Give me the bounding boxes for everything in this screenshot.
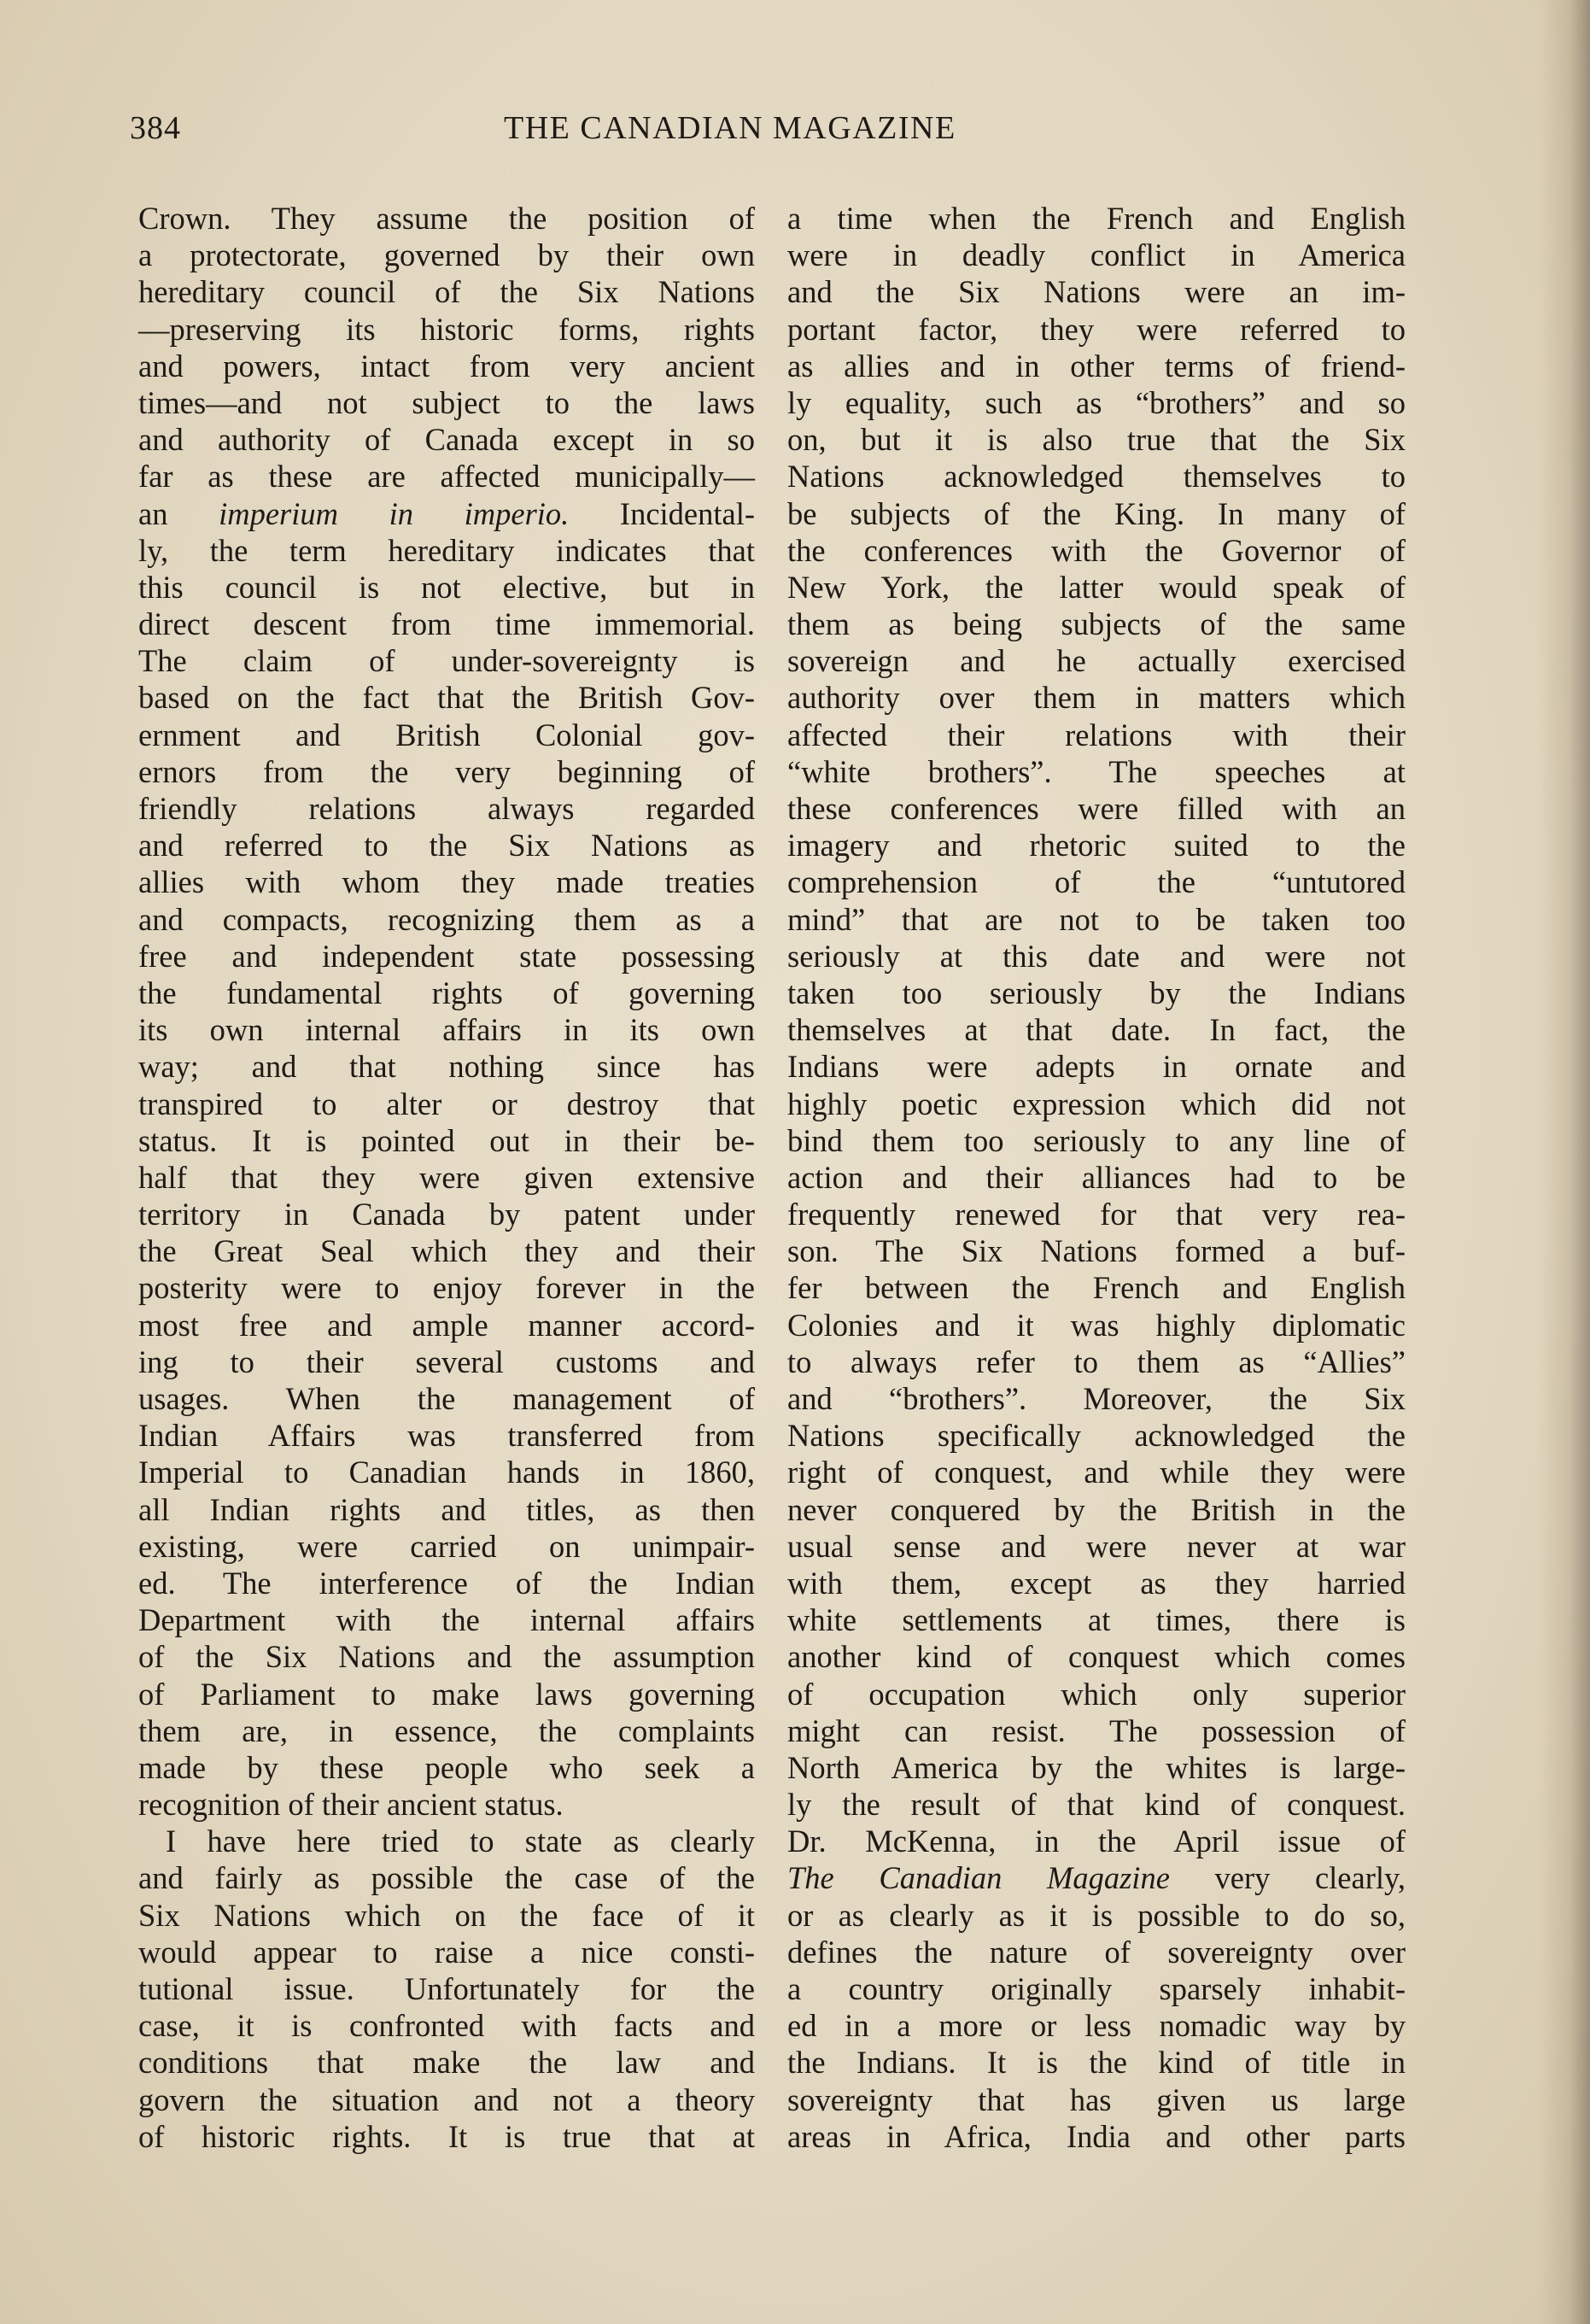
text-line: hereditary council of the Six Nations: [138, 274, 755, 310]
text-segment: Incidental-: [569, 495, 756, 531]
text-line: and “brothers”. Moreover, the Six: [787, 1381, 1406, 1416]
text-line: portant factor, they were referred to: [787, 311, 1406, 347]
text-line: ernment and British Colonial gov-: [138, 717, 755, 752]
text-line: Indian Affairs was transferred from: [138, 1418, 755, 1454]
text-line: Indians were adepts in ornate and: [787, 1049, 1406, 1085]
text-line: and fairly as possible the case of the: [138, 1860, 755, 1896]
text-line: never conquered by the British in the: [787, 1491, 1406, 1527]
text-line: New York, the latter would speak of: [787, 569, 1406, 605]
text-line: posterity were to enjoy forever in the: [138, 1270, 755, 1306]
text-line: govern the situation and not a theory: [138, 2081, 755, 2117]
text-line: Six Nations which on the face of it: [138, 1897, 755, 1933]
text-line: ly equality, such as “brothers” and so: [787, 384, 1406, 420]
text-line: [787, 1859, 1406, 1896]
text-line: and the Six Nations were an im-: [787, 274, 1406, 310]
text-line: allies with whom they made treaties: [138, 864, 755, 900]
text-line: its own internal affairs in its own: [138, 1012, 755, 1048]
right-column: [787, 200, 1406, 2155]
text-line: [138, 495, 755, 532]
text-line: The claim of under-sovereignty is: [138, 643, 755, 679]
text-line: most free and ample manner accord-: [138, 1307, 755, 1343]
text-line: territory in Canada by patent under: [138, 1197, 755, 1232]
text-line: tutional issue. Unfortunately for the: [138, 1971, 755, 2006]
text-line: the Indians. It is the kind of title in: [787, 2045, 1406, 2081]
text-line: to always refer to them as “Allies”: [787, 1343, 1406, 1379]
text-line: another kind of conquest which comes: [787, 1639, 1406, 1675]
text-line: and compacts, recognizing them as a: [138, 901, 755, 937]
text-line: ed. The interference of the Indian: [138, 1565, 755, 1601]
text-line: Colonies and it was highly diplomatic: [787, 1307, 1406, 1343]
text-line: half that they were given extensive: [138, 1159, 755, 1195]
text-line: this council is not elective, but in: [138, 569, 755, 605]
text-line: Nations acknowledged themselves to: [787, 459, 1406, 495]
text-line: Department with the internal affairs: [138, 1602, 755, 1638]
text-line: white settlements at times, there is: [787, 1602, 1406, 1638]
text-line: sovereign and he actually exercised: [787, 643, 1406, 679]
italic-text: imperium in imperio.: [219, 495, 570, 531]
text-line: case, it is confronted with facts and: [138, 2008, 755, 2044]
text-line: with them, except as they harried: [787, 1565, 1406, 1601]
text-line: status. It is pointed out in their be-: [138, 1122, 755, 1158]
text-line: made by these people who seek a: [138, 1749, 755, 1785]
italic-text: The Canadian Magazine: [787, 1860, 1170, 1896]
text-line: Crown. They assume the position of: [138, 201, 755, 236]
text-line: bind them too seriously to any line of: [787, 1122, 1406, 1158]
text-line: friendly relations always regarded: [138, 791, 755, 826]
text-line: Imperial to Canadian hands in 1860,: [138, 1455, 755, 1490]
text-line: mind” that are not to be taken too: [787, 901, 1406, 937]
text-line: seriously at this date and were not: [787, 938, 1406, 974]
text-line: defines the nature of sovereignty over: [787, 1934, 1406, 1970]
page-header: [130, 109, 1020, 161]
text-line: transpired to alter or destroy that: [138, 1086, 755, 1121]
text-line: would appear to raise a nice consti-: [138, 1934, 755, 1970]
text-line: as allies and in other terms of friend-: [787, 348, 1406, 383]
text-line: affected their relations with their: [787, 717, 1406, 752]
text-line: a protectorate, governed by their own: [138, 237, 755, 273]
text-line: ly, the term hereditary indicates that: [138, 532, 755, 568]
text-line: areas in Africa, India and other parts: [787, 2118, 1406, 2154]
text-line: them as being subjects of the same: [787, 606, 1406, 642]
text-line: the fundamental rights of governing: [138, 975, 755, 1010]
text-line: a country originally sparsely inhabit-: [787, 1971, 1406, 2006]
text-line: conditions that make the law and: [138, 2045, 755, 2081]
text-line: of occupation which only superior: [787, 1676, 1406, 1712]
text-line: were in deadly conflict in America: [787, 237, 1406, 273]
text-line: ing to their several customs and: [138, 1343, 755, 1379]
text-line: North America by the whites is large-: [787, 1749, 1406, 1785]
text-line: sovereignty that has given us large: [787, 2081, 1406, 2117]
text-line: usual sense and were never at war: [787, 1528, 1406, 1564]
text-line: on, but it is also true that the Six: [787, 422, 1406, 458]
text-line: existing, were carried on unimpair-: [138, 1528, 755, 1564]
text-line: ernors from the very beginning of: [138, 753, 755, 789]
text-line: a time when the French and English: [787, 201, 1406, 236]
text-line: and referred to the Six Nations as: [138, 828, 755, 863]
text-line: all Indian rights and titles, as then: [138, 1491, 755, 1527]
text-line: of historic rights. It is true that at: [138, 2118, 755, 2154]
text-line: taken too seriously by the Indians: [787, 975, 1406, 1010]
text-line: right of conquest, and while they were: [787, 1455, 1406, 1490]
text-line: “white brothers”. The speeches at: [787, 753, 1406, 789]
text-line: imagery and rhetoric suited to the: [787, 828, 1406, 863]
text-line: direct descent from time immemorial.: [138, 606, 755, 642]
text-line: Dr. McKenna, in the April issue of: [787, 1823, 1406, 1859]
text-line: the Great Seal which they and their: [138, 1233, 755, 1269]
text-line: authority over them in matters which: [787, 680, 1406, 716]
text-line: frequently renewed for that very rea-: [787, 1197, 1406, 1232]
text-line: them are, in essence, the complaints: [138, 1712, 755, 1748]
text-line: themselves at that date. In fact, the: [787, 1012, 1406, 1048]
text-line: might can resist. The possession of: [787, 1712, 1406, 1748]
text-line: far as these are affected municipally—: [138, 459, 755, 495]
text-line: or as clearly as it is possible to do so,: [787, 1897, 1406, 1933]
text-line: based on the fact that the British Gov-: [138, 680, 755, 716]
text-line: the conferences with the Governor of: [787, 532, 1406, 568]
text-line: ed in a more or less nomadic way by: [787, 2008, 1406, 2044]
text-line: fer between the French and English: [787, 1270, 1406, 1306]
text-line: usages. When the management of: [138, 1381, 755, 1416]
text-line: son. The Six Nations formed a buf-: [787, 1233, 1406, 1269]
left-column: [138, 200, 755, 2155]
page-edge-shadow: [1539, 0, 1590, 2324]
text-segment: an: [138, 495, 219, 531]
text-line: and powers, intact from very ancient: [138, 348, 755, 383]
text-line: recognition of their ancient status.: [138, 1787, 564, 1823]
text-line: of the Six Nations and the assumption: [138, 1639, 755, 1675]
text-line: these conferences were filled with an: [787, 791, 1406, 826]
text-line: Nations specifically acknowledged the: [787, 1418, 1406, 1454]
text-line: highly poetic expression which did not: [787, 1086, 1406, 1121]
text-line: times—and not subject to the laws: [138, 384, 755, 420]
text-line: —preserving its historic forms, rights: [138, 311, 755, 347]
text-line: action and their alliances had to be: [787, 1159, 1406, 1195]
page-number: 384: [130, 110, 181, 146]
text-line: of Parliament to make laws governing: [138, 1676, 755, 1712]
running-title: THE CANADIAN MAGAZINE: [504, 110, 956, 146]
text-line: ly the result of that kind of conquest.: [787, 1787, 1406, 1823]
text-line: comprehension of the “untutored: [787, 864, 1406, 900]
text-line: and authority of Canada except in so: [138, 422, 755, 458]
text-line: free and independent state possessing: [138, 938, 755, 974]
text-line: be subjects of the King. In many of: [787, 495, 1406, 531]
text-segment: very clearly,: [1169, 1860, 1406, 1896]
text-line: way; and that nothing since has: [138, 1049, 755, 1085]
text-line: I have here tried to state as clearly: [166, 1823, 755, 1859]
